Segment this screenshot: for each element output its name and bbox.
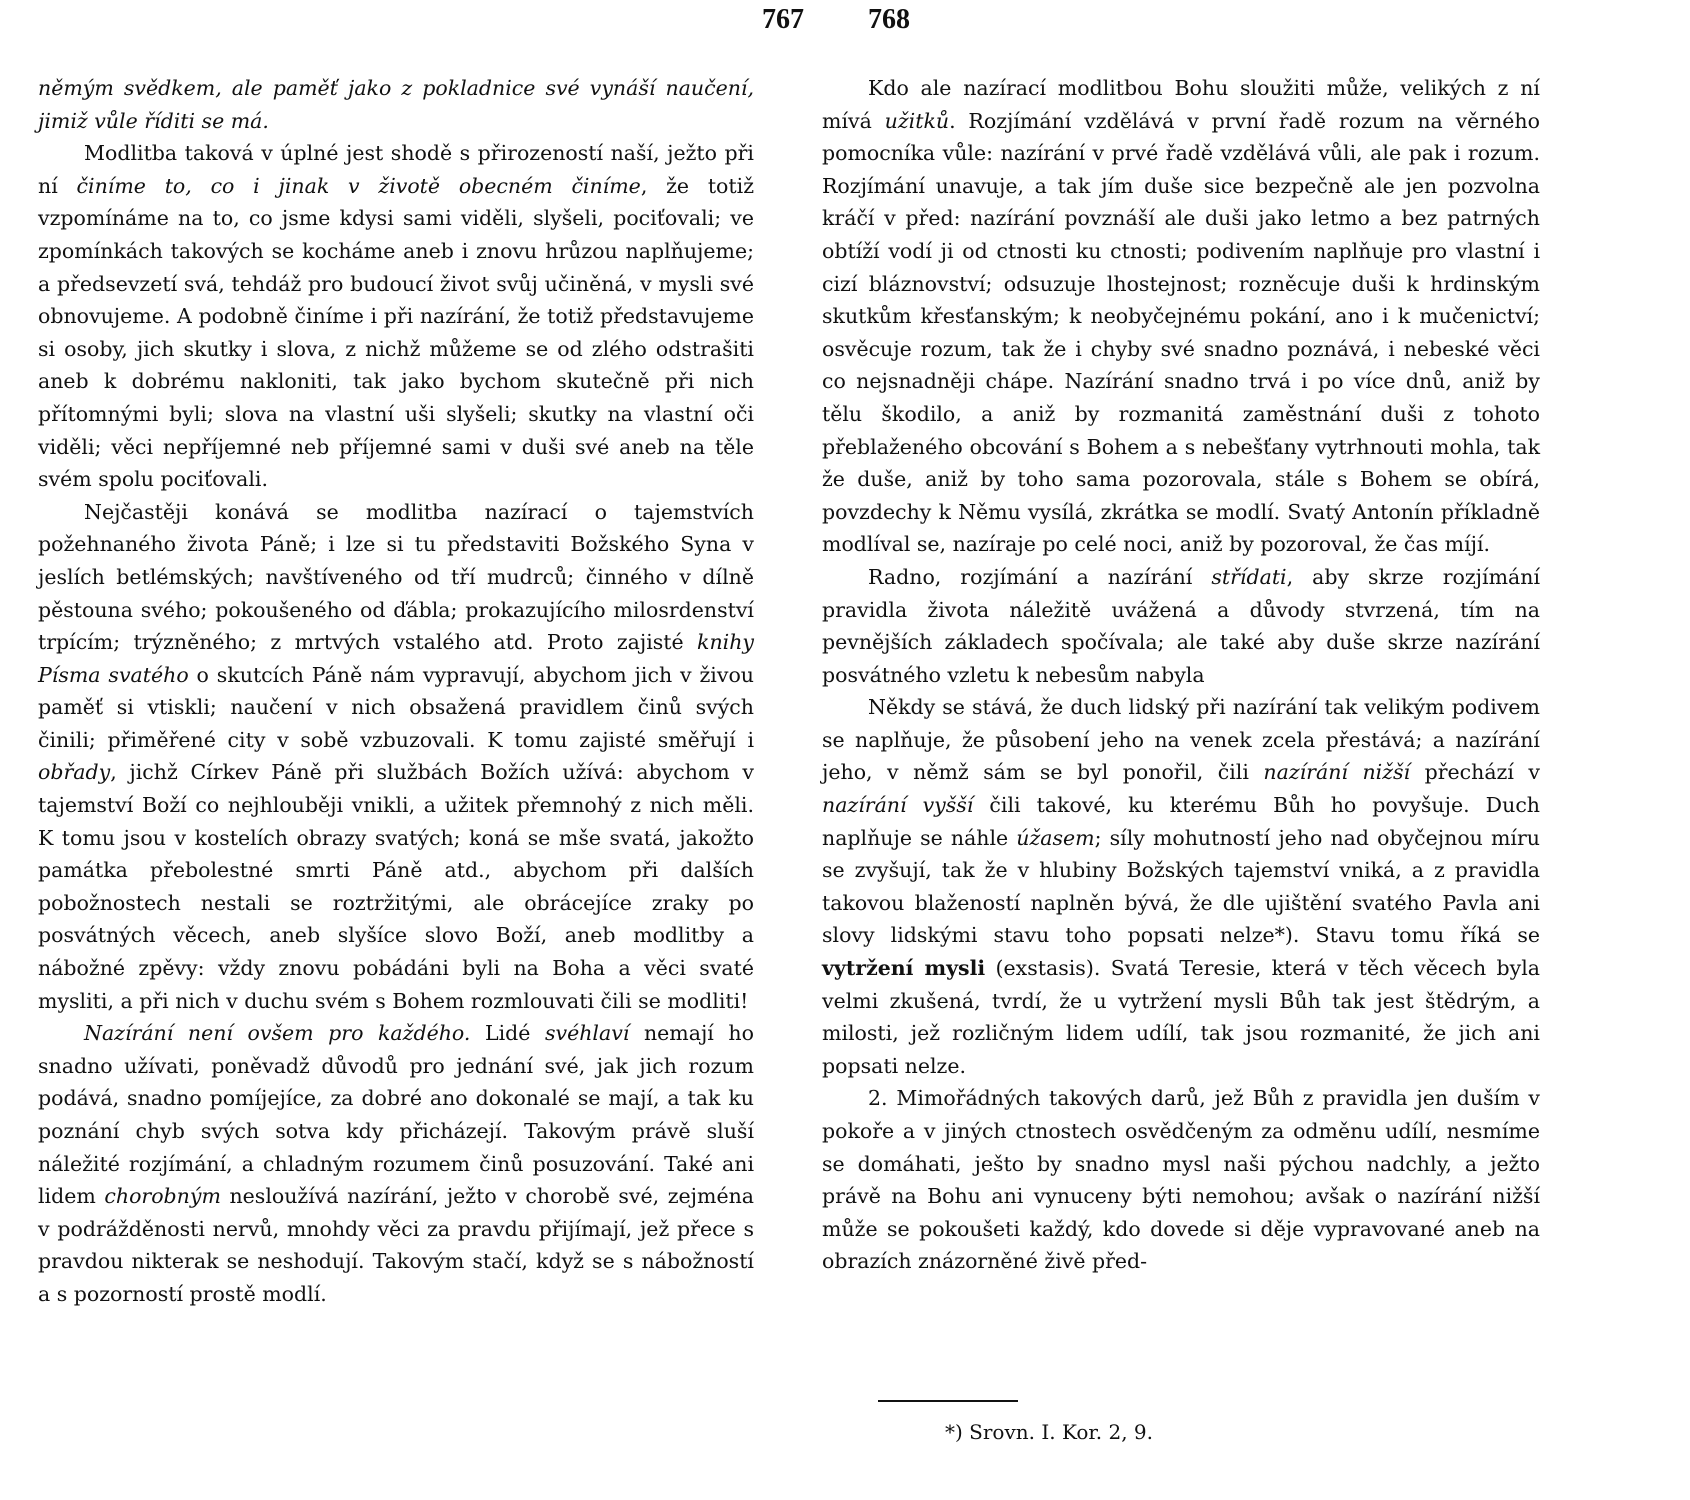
text-run: o skutcích Páně nám vypravují, abychom jich v živou paměť si vtiskli; naučení v nich obsažená pravidlem činů svých činili; přiměřené city v sobě vzbuzovali. K tomu zajisté směřují i xyxy=(38,662,754,752)
text-run: čili takové, ku kterému Bůh ho povyšuje. Duch naplňuje se náhle xyxy=(822,793,1541,850)
text-run: Nejčastěji konává se modlitba nazírací o tajemstvích požehnaného života Páně; i lze si tu představiti Božského Syna v jeslích betlémských; navštíveného od tří mudrců; činného v dílně pěstouna svého; pokoušeného od ďábla; prokazujícího milosrdenství trpícím; trýzněného; z mrtvých vstalého atd. Proto zajisté xyxy=(38,499,754,655)
paragraph xyxy=(822,691,1540,1082)
italic-run: střídati xyxy=(1211,564,1287,589)
paragraph xyxy=(38,137,754,496)
text-run: , aby skrze rozjímání pravidla života náležitě uvážená a důvody stvrzená, tím na pevnějších základech spočívala; ale také aby duše skrze nazírání posvátného vzletu k nebesům nabyla xyxy=(822,564,1540,687)
page-number-left: 767 xyxy=(762,4,804,35)
text-run: . Rozjímání vzdělává v první řadě rozum na věrného pomocníka vůle: nazírání v prvé řadě vzdělává vůli, ale pak i rozum. Rozjímání unavuje, a tak jím duše sice bezpečně ale jen pozvolna kráčí v před: nazírání povznáší ale duši jako letmo a bez patrných obtíží vodí ji od ctnosti ku ctnosti; podivením naplňuje pro vlastní i cizí bláznovství; odsuzuje lhostejnost; rozněcuje duši k hrdinským skutkům křesťanským; k neobyčejnému pokání, ano i k mučenictví; osvěcuje rozum, tak že i chyby své snadno poznává, i nebeské věci co nejsnadněji chápe. Nazírání snadno trvá i po více dnů, aniž by tělu škodilo, a aniž by rozmanitá zaměstnání duši z tohoto přeblaženého obcování s Bohem a s nebešťany vytrhnouti mohla, tak že duše, aniž by toho sama pozorovala, stále s Bohem se obírá, povzdechy k Němu vysílá, zkrátka se modlí. Svatý Antonín příkladně modlíval se, nazíraje po celé noci, aniž by pozoroval, že čas míjí. xyxy=(822,108,1540,557)
text-run: Lidé xyxy=(470,1021,545,1046)
text-run: nemají ho snadno užívati, poněvadž důvodů pro jednání své, jak jich rozum podává, snadno pomíjejíce, za dobré ano dokonalé se mají, a tak ku poznání chyb svých sotva kdy přicházejí. Takovým právě sluší náležité rozjímání, a chladným rozumem činů posuzování. Také ani lidem xyxy=(38,1021,754,1209)
italic-run: Nazírání není ovšem pro každého. xyxy=(84,1021,471,1046)
italic-run: nazírání nižší xyxy=(1263,760,1411,785)
text-run: , jichž Církev Páně při službách Božích užívá: abychom v tajemství Boží co nejhlouběji vnikli, a užitek přemnohý z nich měli. K tomu jsou v kostelích obrazy svatých; koná se mše svatá, jakožto památka přebolestné smrti Páně atd., abychom při dalších pobožnostech nestali se roztržitými, ale obrácejíce zraky po posvátných věcech, aneb slyšíce slovo Boží, aneb modlitby a nábožné zpěvy: vždy znovu pobádáni byli na Boha a věci svaté mysliti, a při nich v duchu svém s Bohem rozmlouvati čili se modliti! xyxy=(38,760,754,1013)
text-run: přechází v xyxy=(1410,760,1540,785)
italic-run: obřady xyxy=(38,760,111,785)
footnote-divider xyxy=(878,1400,1018,1402)
text-run: Modlitba taková v úplné jest shodě s přirozeností naší, ježto při ní xyxy=(38,141,754,198)
text-run: 2. Mimořádných takových darů, jež Bůh z pravidla jen duším v pokoře a v jiných ctnostech osvědčeným za odměnu udílí, nesmíme se domáhati, ješto by snadno mysl naši pýchou nadchly, a ježto právě na Bohu ani vynuceny býti nemohou; avšak o nazírání nižší může se pokoušeti každý, kdo dovede si děje vypravované aneb na obrazích znázorněné živě před- xyxy=(822,1086,1540,1274)
paragraph xyxy=(38,496,754,1018)
right-page-text xyxy=(822,72,1540,1278)
italic-run: svéhlaví xyxy=(545,1021,630,1046)
bold-run: vytržení mysli xyxy=(822,956,986,981)
italic-run: úžasem xyxy=(1016,825,1095,850)
page-number-right: 768 xyxy=(868,4,910,35)
paragraph xyxy=(38,1017,754,1310)
left-page-text xyxy=(38,72,754,1311)
italic-run: nazírání vyšší xyxy=(822,793,974,818)
paragraph xyxy=(822,561,1540,691)
italic-run: činíme to, co i jinak v životě obecném činíme xyxy=(76,173,641,198)
text-run: Kdo ale nazírací modlitbou Bohu sloužiti může, velikých z ní mívá xyxy=(822,76,1540,133)
italic-run: chorobným xyxy=(104,1184,221,1209)
text-run: nesloužívá nazírání, ježto v chorobě své, zejména v podrážděnosti nervů, mnohdy věci za pravdu přijímají, jež přece s pravdou nikterak se neshodují. Takovým stačí, když se s nábožností a s pozorností prostě modlí. xyxy=(38,1184,755,1306)
text-run: ; síly mohutností jeho nad obyčejnou míru se zvyšují, tak že v hlubiny Božských tajemství vniká, a z pravidla takovou blažeností naplněn bývá, že dle ujištění svatého Pavla ani slovy lidskými stavu toho popsati nelze*). Stavu tomu říká se xyxy=(822,825,1540,948)
text-run: Někdy se stává, že duch lidský při nazírání tak velikým podivem se naplňuje, že působení jeho na venek zcela přestává; a nazírání jeho, v němž sám se byl ponořil, čili xyxy=(822,695,1540,785)
paragraph xyxy=(822,72,1540,561)
paragraph xyxy=(822,1082,1540,1278)
text-run: Radno, rozjímání a nazírání xyxy=(868,564,1212,589)
italic-run: němým svědkem, ale paměť jako z pokladnice své vynáší naučení, jimiž vůle říditi se má. xyxy=(38,76,754,133)
italic-run: knihy Písma svatého xyxy=(38,630,754,687)
text-run: , že totiž vzpomínáme na to, co jsme kdysi sami viděli, slyšeli, pociťovali; ve zpomínkách takových se kocháme aneb i znovu hrůzou naplňujeme; a předsevzetí svá, tehdáž pro budoucí život svůj učiněná, v mysli své obnovujeme. A podobně činíme i při nazírání, že totiž představujeme si osoby, jich skutky i slova, z nichž můžeme se od zlého odstrašiti aneb k dobrému nakloniti, tak jako bychom skutečně při nich přítomnými byli; slova na vlastní uši slyšeli; skutky na vlastní oči viděli; věci nepříjemné neb příjemné sami v duši své aneb na těle svém spolu pociťovali. xyxy=(38,173,754,492)
italic-run: užitků xyxy=(884,108,950,133)
text-run: (exstasis). Svatá Teresie, která v těch věcech byla velmi zkušená, tvrdí, že u vytržení mysli Bůh tak jest štědrým, a milosti, jež rozličným lidem udílí, tak jsou rozmanité, že jich ani popsati nelze. xyxy=(822,956,1541,1078)
footnote: *) Srovn. I. Kor. 2, 9. xyxy=(945,1420,1154,1444)
paragraph xyxy=(38,72,754,137)
